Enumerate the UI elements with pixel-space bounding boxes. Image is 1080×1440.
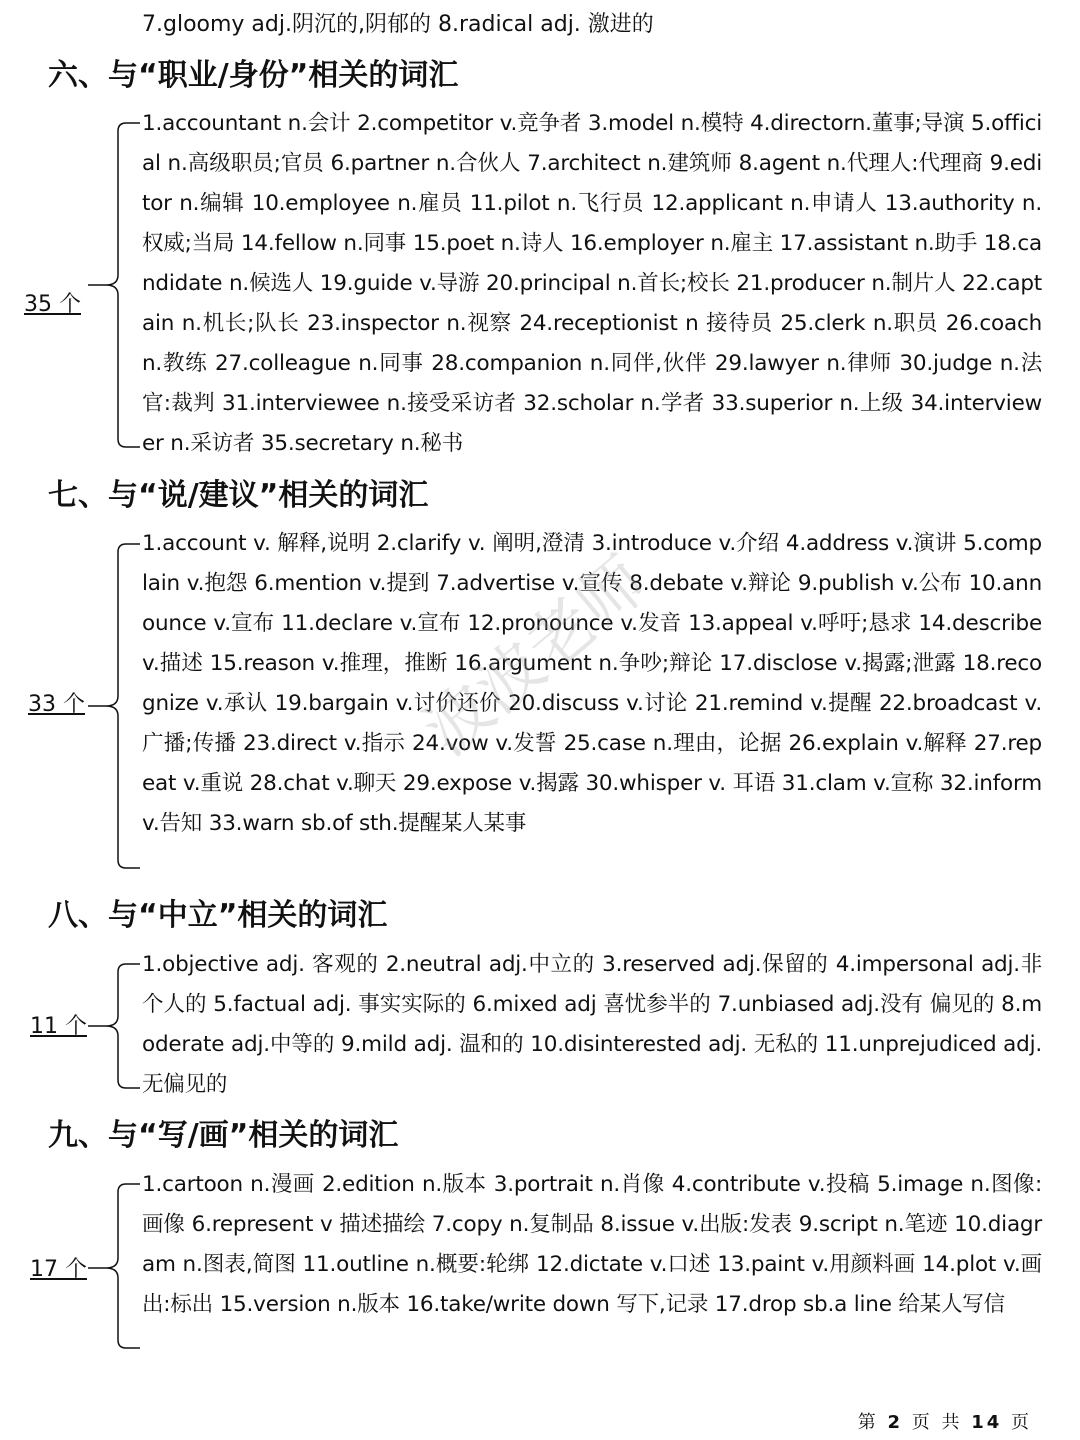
top-line-vocab: 7.gloomy adj.阴沉的,阴郁的 8.radical adj. 激进的 <box>142 12 654 37</box>
section-6-brace <box>86 115 142 455</box>
section-6-count: 35 个 <box>24 292 81 317</box>
footer-label-mid: 页 共 <box>911 1412 963 1433</box>
page-footer <box>858 1408 1032 1434</box>
footer-label-page: 第 <box>857 1412 879 1433</box>
section-6-heading: 六、与“职业/身份”相关的词汇 <box>48 58 459 93</box>
section-7-vocab-list: 1.account v. 解释,说明 2.clarify v. 阐明,澄清 3.introduce v.介绍 4.address v.演讲 5.complain v.抱怨 6.mention v.提到 7.advertise v.宣传 8.debate v.辩论 9.publish v.公布 10.announce v.宣布 11.declare v.宣布 12.pronounce v.发音 13.appeal v.呼吁;恳求 14.describe v.描述 15.reason v.推理，推断 16.argument n.争吵;辩论 17.disclose v.揭露;泄露 18.recognize v.承认 19.bargain v.讨价还价 20.discuss v.讨论 21.remind v.提醒 22.broadcast v.广播;传播 23.direct v.指示 24.vow v.发誓 25.case n.理由，论据 26.explain v.解释 27.repeat v.重说 28.chat v.聊天 29.expose v.揭露 30.whisper v. 耳语 31.clam v.宣称 32.inform v.告知 33.warn sb.of sth.提醒某人某事 <box>142 531 1042 836</box>
section-7-brace <box>86 536 142 876</box>
section-8-brace <box>86 956 142 1096</box>
section-7-count: 33 个 <box>28 692 85 717</box>
footer-total-pages: 14 <box>971 1412 1003 1433</box>
section-8-heading: 八、与“中立”相关的词汇 <box>48 898 388 933</box>
section-8-vocab-list: 1.objective adj. 客观的 2.neutral adj.中立的 3.reserved adj.保留的 4.impersonal adj.非个人的 5.factual adj. 事实实际的 6.mixed adj 喜忧参半的 7.unbiased adj.没有 偏见的 8.moderate adj.中等的 9.mild adj. 温和的 10.disinterested adj. 无私的 11.unprejudiced adj. 无偏见的 <box>142 952 1042 1097</box>
section-9-count: 17 个 <box>30 1257 87 1282</box>
footer-label-end: 页 <box>1011 1412 1032 1433</box>
section-9-vocab-list: 1.cartoon n.漫画 2.edition n.版本 3.portrait n.肖像 4.contribute v.投稿 5.image n.图像:画像 6.represent v 描述描绘 7.copy n.复制品 8.issue v.出版:发表 9.script n.笔迹 10.diagram n.图表,简图 11.outline n.概要:轮绑 12.dictate v.口述 13.paint v.用颜料画 14.plot v.画出:标出 15.version n.版本 16.take/write down 写下,记录 17.drop sb.a line 给某人写信 <box>142 1172 1042 1317</box>
section-8-count: 11 个 <box>30 1014 87 1039</box>
watermark: 波波老师 <box>409 541 662 771</box>
section-6-vocab-list: 1.accountant n.会计 2.competitor v.竞争者 3.model n.模特 4.directorn.董事;导演 5.official n.高级职员;官员 6.partner n.合伙人 7.architect n.建筑师 8.agent n.代理人:代理商 9.editor n.编辑 10.employee n.雇员 11.pilot n.飞行员 12.applicant n.申请人 13.authority n.权威;当局 14.fellow n.同事 15.poet n.诗人 16.employer n.雇主 17.assistant n.助手 18.candidate n.候选人 19.guide v.导游 20.principal n.首长;校长 21.producer n.制片人 22.captain n.机长;队长 23.inspector n.视察 24.receptionist n 接待员 25.clerk n.职员 26.coach n.教练 27.colleague n.同事 28.companion n.同伴,伙伴 29.lawyer n.律师 30.judge n.法官:裁判 31.interviewee n.接受采访者 32.scholar n.学者 33.superior n.上级 34.interviewer n.采访者 35.secretary n.秘书 <box>142 111 1042 456</box>
section-9-brace <box>86 1176 142 1356</box>
section-7-heading: 七、与“说/建议”相关的词汇 <box>48 478 429 513</box>
section-9-heading: 九、与“写/画”相关的词汇 <box>48 1118 399 1153</box>
footer-page-number: 2 <box>887 1412 903 1433</box>
